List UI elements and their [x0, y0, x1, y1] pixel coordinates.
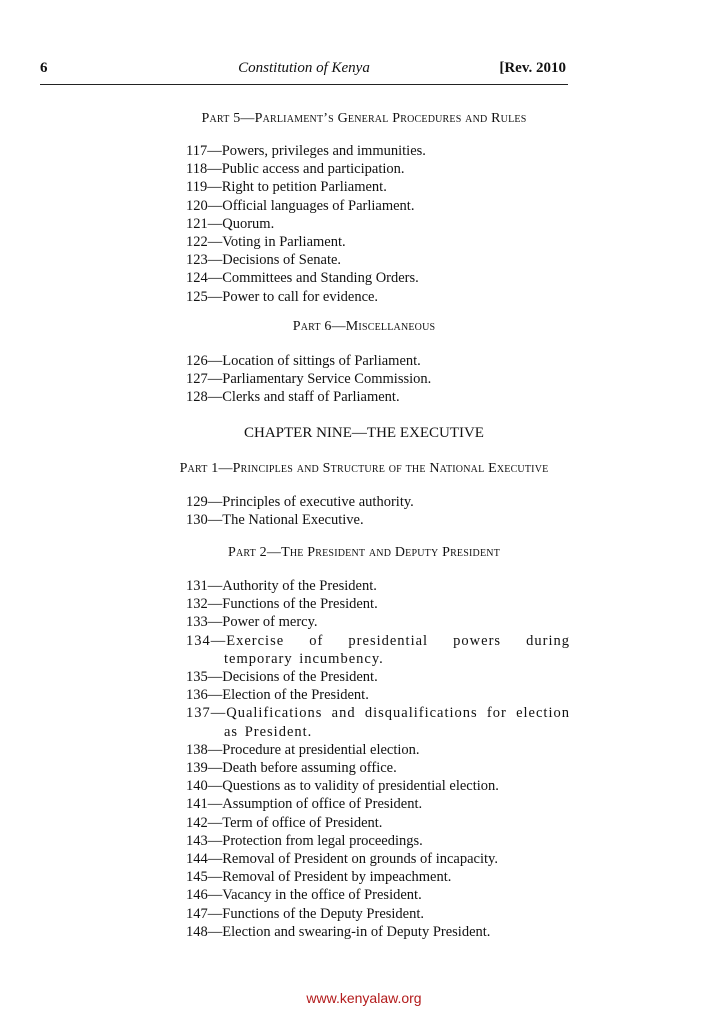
toc-item-127[interactable]: 127—Parliamentary Service Commission. — [186, 371, 432, 388]
toc-item-118[interactable]: 118—Public access and participation. — [186, 161, 405, 178]
running-header — [40, 60, 568, 82]
toc-item-142[interactable]: 142—Term of office of President. — [186, 814, 383, 831]
toc-item-138[interactable]: 138—Procedure at presidential election. — [186, 741, 420, 758]
exec-part-2-heading: Part 2—The President and Deputy President — [228, 545, 500, 560]
toc-item-147[interactable]: 147—Functions of the Deputy President. — [186, 905, 425, 922]
toc-item-125[interactable]: 125—Power to call for evidence. — [186, 288, 379, 305]
toc-item-129[interactable]: 129—Principles of executive authority. — [186, 494, 414, 510]
toc-item-134[interactable]: 134—Exercise of presidential powers during temporary incumbency. — [186, 632, 570, 667]
toc-item-122[interactable]: 122—Voting in Parliament. — [186, 234, 346, 251]
page-number: 6 — [40, 60, 48, 76]
toc-item-131[interactable]: 131—Authority of the President. — [186, 578, 377, 594]
toc-item-132[interactable]: 132—Functions of the President. — [186, 596, 378, 613]
exec-part-1-list — [186, 493, 570, 529]
toc-item-145[interactable]: 145—Removal of President by impeachment. — [186, 869, 452, 886]
toc-item-141[interactable]: 141—Assumption of office of President. — [186, 796, 423, 813]
document-title: Constitution of Kenya — [238, 60, 370, 76]
header-rule — [40, 84, 568, 85]
toc-item-135[interactable]: 135—Decisions of the President. — [186, 669, 378, 686]
toc-item-133[interactable]: 133—Power of mercy. — [186, 614, 318, 631]
toc-item-124[interactable]: 124—Committees and Standing Orders. — [186, 270, 419, 287]
toc-item-139[interactable]: 139—Death before assuming office. — [186, 760, 397, 777]
toc-item-140[interactable]: 140—Questions as to validity of presidential election. — [186, 778, 499, 795]
part-5-heading: Part 5—Parliament’s General Procedures and Rules — [201, 111, 527, 126]
toc-item-121[interactable]: 121—Quorum. — [186, 215, 275, 232]
footer-website-link[interactable]: www.kenyalaw.org — [306, 990, 422, 1006]
toc-item-128[interactable]: 128—Clerks and staff of Parliament. — [186, 389, 400, 406]
exec-part-1-heading: Part 1—Principles and Structure of the National Executive — [179, 461, 549, 476]
toc-item-136[interactable]: 136—Election of the President. — [186, 687, 369, 704]
toc-item-137[interactable]: 137—Qualifications and disqualifications for election as President. — [186, 705, 570, 740]
toc-item-146[interactable]: 146—Vacancy in the office of President. — [186, 887, 422, 904]
toc-item-144[interactable]: 144—Removal of President on grounds of incapacity. — [186, 851, 498, 868]
toc-item-117[interactable]: 117—Powers, privileges and immunities. — [186, 143, 426, 159]
toc-item-119[interactable]: 119—Right to petition Parliament. — [186, 179, 387, 196]
part-6-heading: Part 6—Miscellaneous — [292, 319, 436, 334]
revision-label: [Rev. 2010 — [499, 60, 566, 76]
toc-item-120[interactable]: 120—Official languages of Parliament. — [186, 197, 415, 214]
exec-part-2-list — [186, 577, 570, 941]
toc-item-130[interactable]: 130—The National Executive. — [186, 512, 364, 529]
toc-item-148[interactable]: 148—Election and swearing-in of Deputy President. — [186, 923, 491, 940]
chapter-heading: CHAPTER NINE—THE EXECUTIVE — [244, 425, 484, 441]
toc-item-143[interactable]: 143—Protection from legal proceedings. — [186, 832, 423, 849]
toc-item-126[interactable]: 126—Location of sittings of Parliament. — [186, 353, 421, 369]
part-5-list — [186, 142, 570, 306]
part-6-list — [186, 352, 570, 407]
toc-item-123[interactable]: 123—Decisions of Senate. — [186, 252, 342, 269]
